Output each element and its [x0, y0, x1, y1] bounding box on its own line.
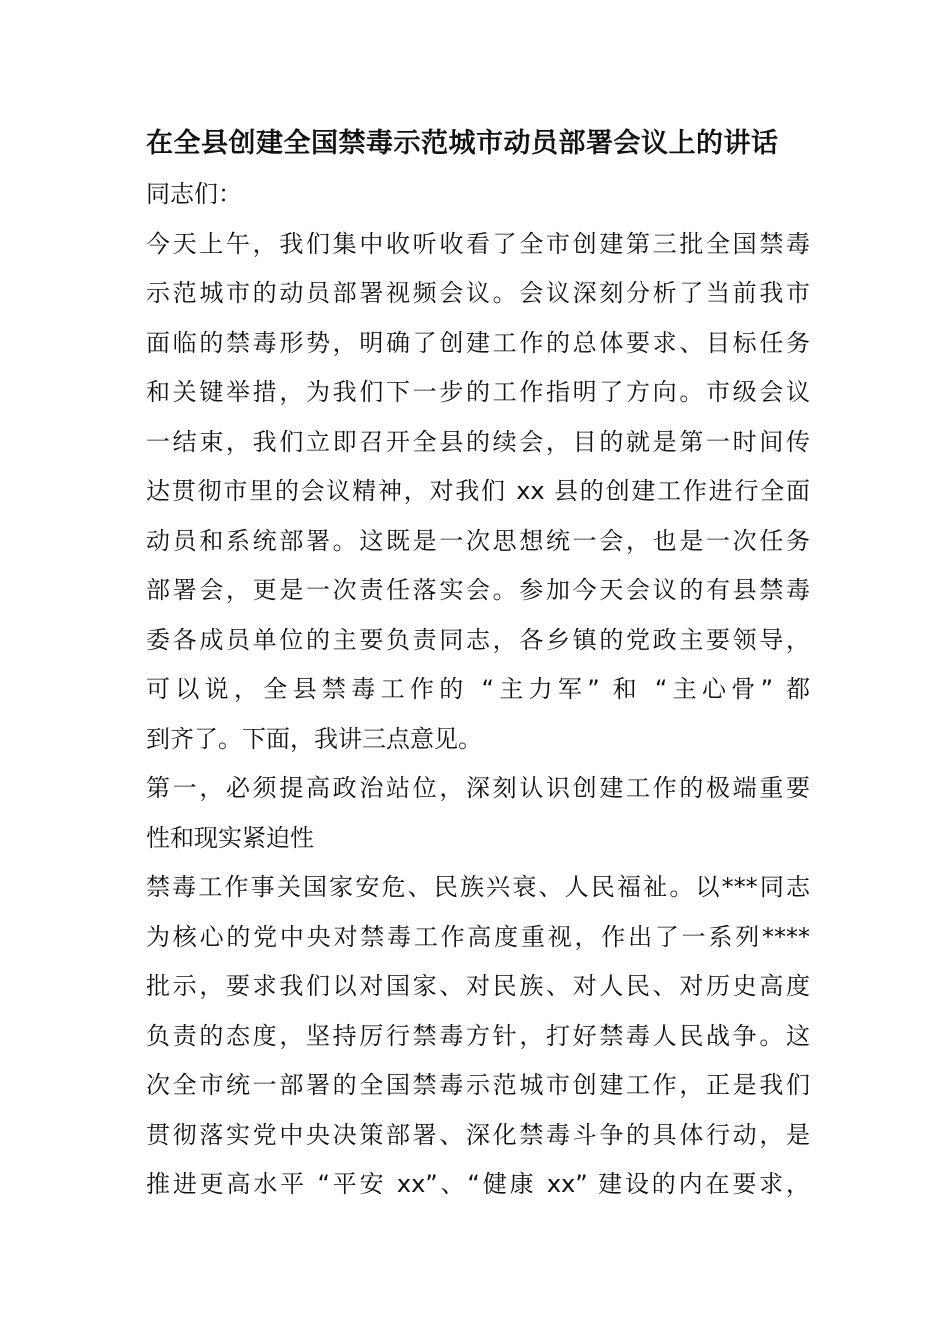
- paragraph-line: 贯彻落实党中央决策部署、深化禁毒斗争的具体行动，是: [146, 1120, 810, 1149]
- paragraph-line: 到齐了。下面，我讲三点意见。: [146, 724, 482, 753]
- paragraph-line: 动员和系统部署。这既是一次思想统一会，也是一次任务: [146, 526, 810, 555]
- paragraph-line: 可以说，全县禁毒工作的 “主力军” 和 “主心骨” 都: [146, 675, 810, 703]
- paragraph-line: 示范城市的动员部署视频会议。会议深刻分析了当前我市: [146, 279, 810, 307]
- document-body: [146, 118, 810, 1210]
- paragraph-line: 次全市统一部署的全国禁毒示范城市创建工作，正是我们: [146, 1071, 810, 1099]
- section-heading-line: 第一，必须提高政治站位，深刻认识创建工作的极端重要: [146, 774, 810, 802]
- section-heading-line: 性和现实紧迫性: [146, 823, 314, 852]
- paragraph-line: 禁毒工作事关国家安危、民族兴衰、人民福祉。以***同志: [146, 873, 810, 901]
- paragraph-line: 今天上午，我们集中收听收看了全市创建第三批全国禁毒: [146, 229, 810, 258]
- salutation: 同志们：: [146, 180, 242, 208]
- paragraph-line: 为核心的党中央对禁毒工作高度重视，作出了一系列****: [146, 922, 810, 951]
- paragraph-line: 委各成员单位的主要负责同志，各乡镇的党政主要领导，: [146, 625, 810, 654]
- paragraph-line: 达贯彻市里的会议精神，对我们 xx 县的创建工作进行全面: [146, 477, 810, 505]
- paragraph-line: 面临的禁毒形势，明确了创建工作的总体要求、目标任务: [146, 328, 810, 357]
- paragraph-line: 部署会，更是一次责任落实会。参加今天会议的有县禁毒: [146, 576, 810, 604]
- paragraph-line: 批示，要求我们以对国家、对民族、对人民、对历史高度: [146, 972, 810, 1000]
- paragraph-line: 一结束，我们立即召开全县的续会，目的就是第一时间传: [146, 427, 810, 456]
- paragraph-line: 推进更高水平 “平安 xx”、“健康 xx” 建设的内在要求，: [146, 1170, 810, 1198]
- document-title: 在全县创建全国禁毒示范城市动员部署会议上的讲话: [146, 128, 779, 159]
- paragraph-line: 负责的态度，坚持厉行禁毒方针，打好禁毒人民战争。这: [146, 1021, 810, 1050]
- paragraph-line: 和关键举措，为我们下一步的工作指明了方向。市级会议: [146, 378, 810, 406]
